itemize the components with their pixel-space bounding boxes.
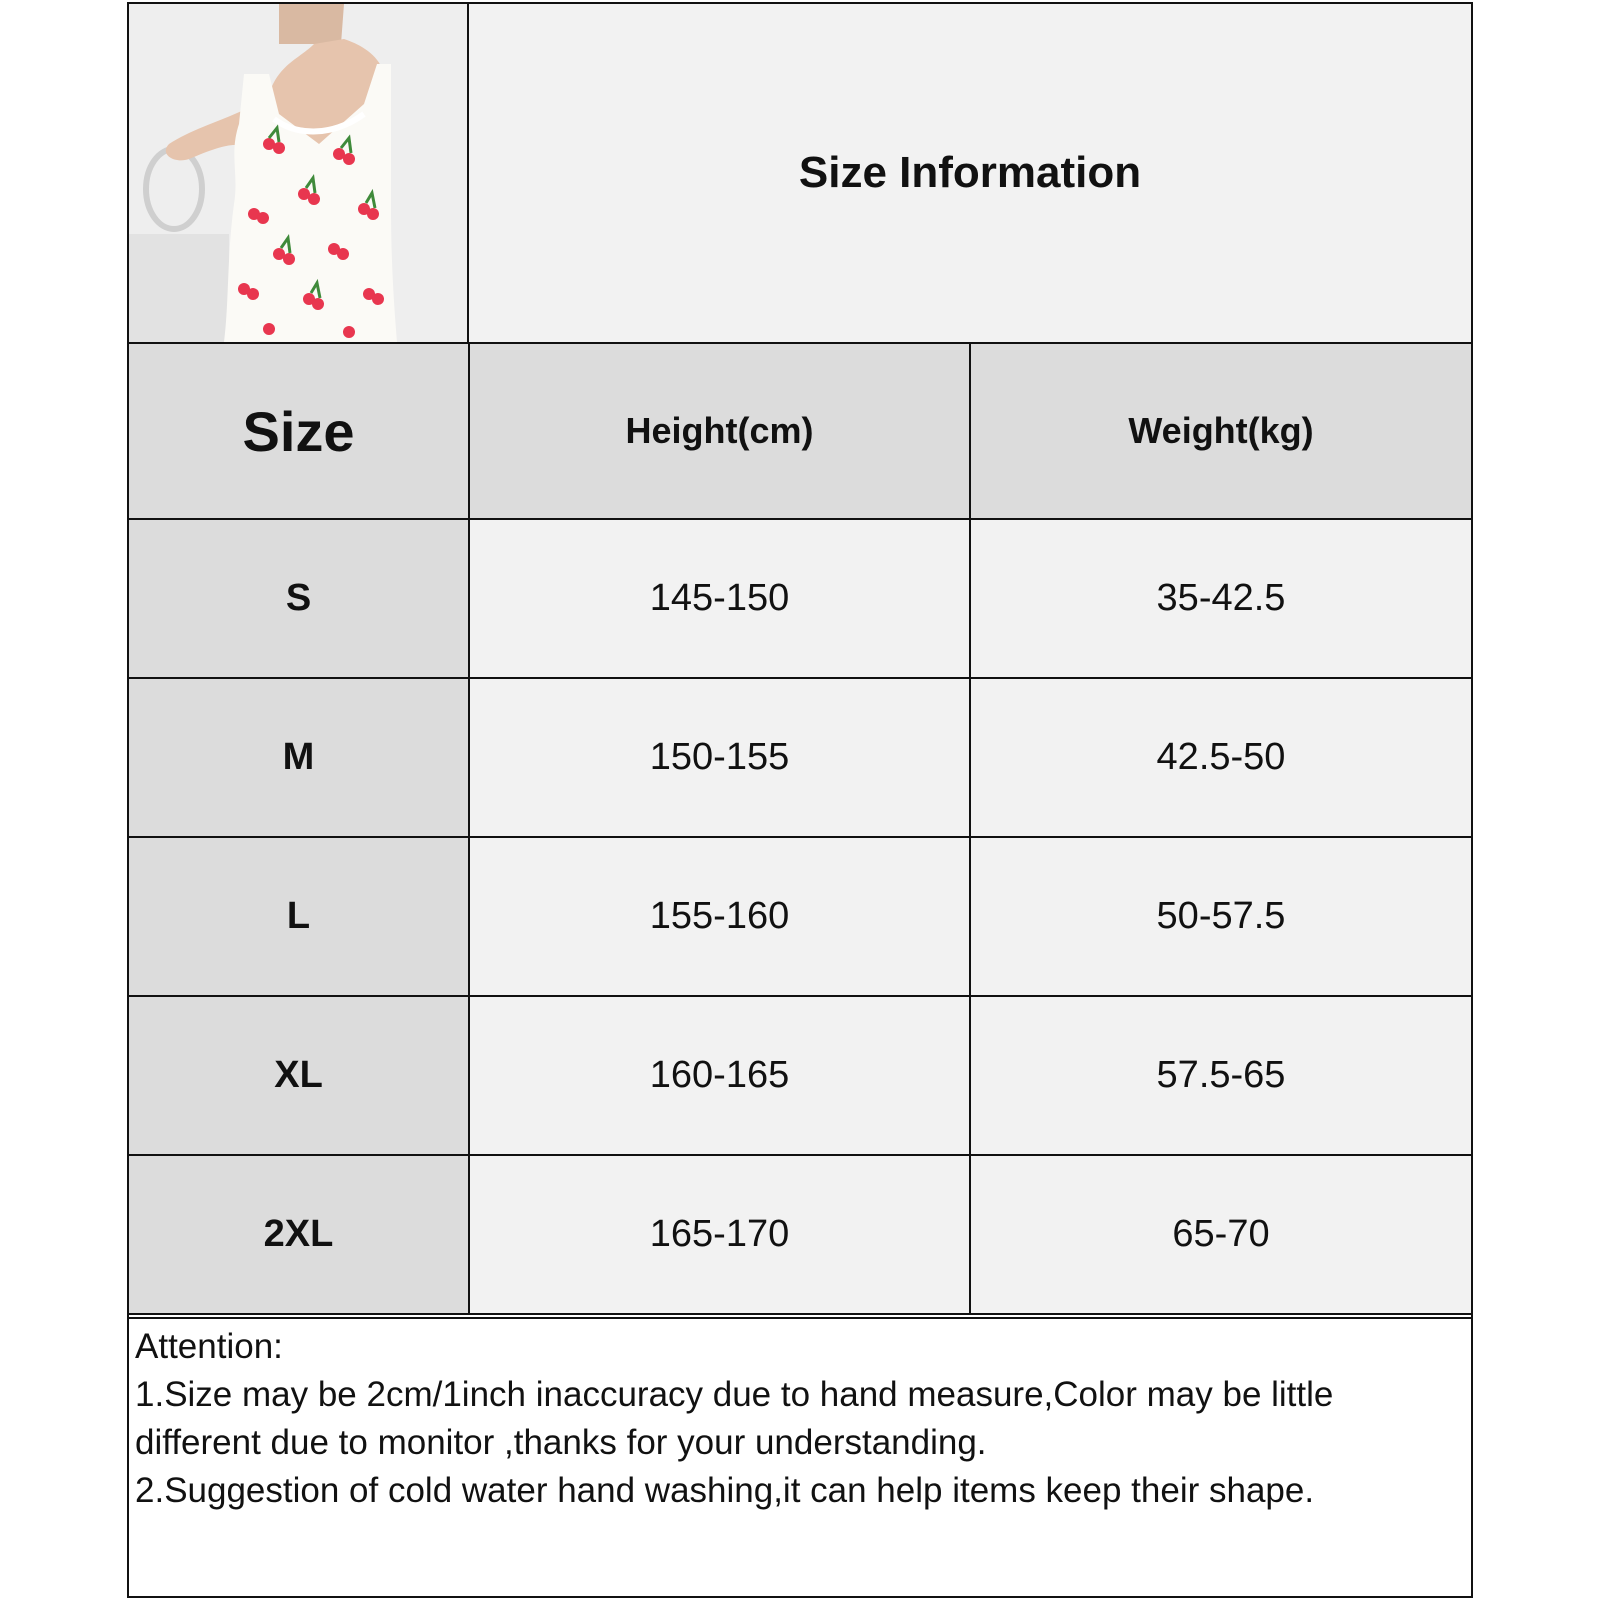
height-cell: 150-155 — [469, 678, 970, 837]
size-cell: S — [129, 519, 469, 678]
table-row — [129, 519, 1471, 678]
table-header-row — [129, 344, 1471, 519]
size-cell: 2XL — [129, 1155, 469, 1314]
height-cell: 160-165 — [469, 996, 970, 1155]
size-table — [129, 344, 1471, 1315]
column-header-size: Size — [129, 344, 469, 519]
table-row — [129, 1155, 1471, 1314]
height-cell: 155-160 — [469, 837, 970, 996]
weight-cell: 65-70 — [970, 1155, 1471, 1314]
size-chart-sheet — [127, 2, 1473, 1598]
notes-line-2: 2.Suggestion of cold water hand washing,it can help items keep their shape. — [135, 1471, 1315, 1510]
height-cell: 145-150 — [469, 519, 970, 678]
table-row — [129, 996, 1471, 1155]
height-cell: 165-170 — [469, 1155, 970, 1314]
weight-cell: 35-42.5 — [970, 519, 1471, 678]
column-header-weight: Weight(kg) — [970, 344, 1471, 519]
attention-notes — [129, 1317, 1471, 1596]
notes-heading: Attention: — [135, 1327, 283, 1366]
weight-cell: 42.5-50 — [970, 678, 1471, 837]
product-photo — [129, 4, 469, 342]
size-cell: XL — [129, 996, 469, 1155]
size-cell: L — [129, 837, 469, 996]
header-row — [129, 4, 1471, 344]
title-cell — [469, 4, 1471, 342]
size-cell: M — [129, 678, 469, 837]
weight-cell: 50-57.5 — [970, 837, 1471, 996]
notes-line-1: 1.Size may be 2cm/1inch inaccuracy due to hand measure,Color may be little different due to monitor ,thanks for your understanding. — [135, 1375, 1334, 1462]
column-header-height: Height(cm) — [469, 344, 970, 519]
page-title: Size Information — [798, 148, 1142, 197]
table-row — [129, 678, 1471, 837]
dress-model-illustration — [129, 4, 467, 342]
weight-cell: 57.5-65 — [970, 996, 1471, 1155]
table-row — [129, 837, 1471, 996]
